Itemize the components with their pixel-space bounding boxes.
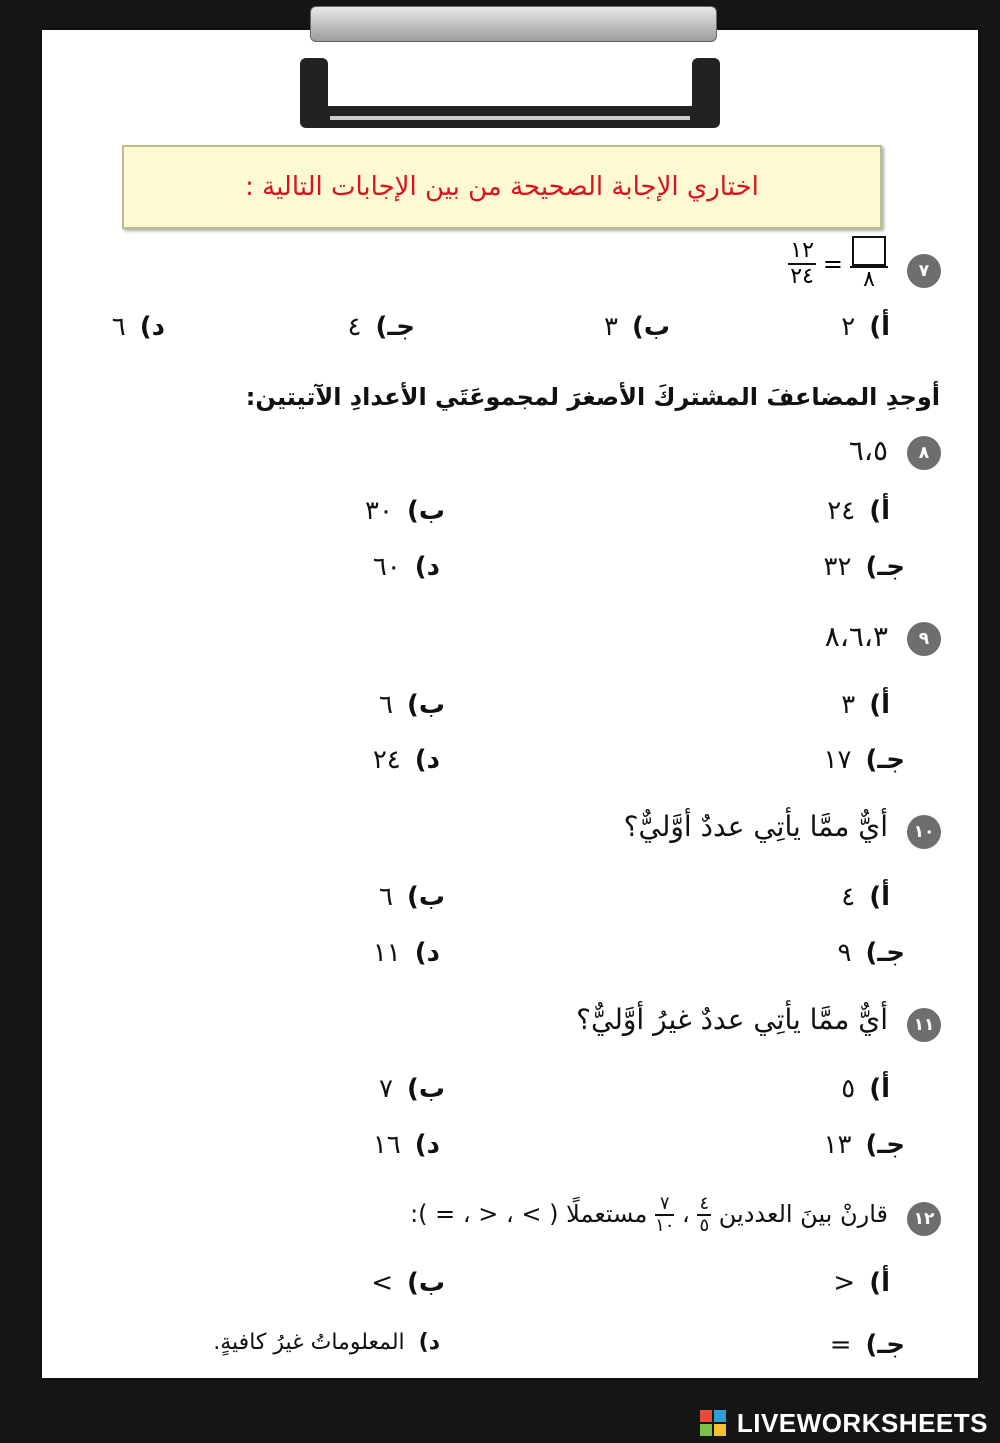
liveworksheets-logo-icon xyxy=(700,1410,726,1436)
question-number-12: ١٢ xyxy=(907,1202,941,1236)
q10-option-b[interactable]: ب)٦ xyxy=(379,882,445,912)
question-number-9: ٩ xyxy=(907,622,941,656)
q7-option-a[interactable]: أ)٢ xyxy=(841,312,890,342)
q12-option-d[interactable]: د)المعلوماتُ غيرُ كافيةٍ. xyxy=(213,1330,440,1355)
q12-option-a[interactable]: أ)< xyxy=(833,1268,890,1298)
fraction-left: ٨ xyxy=(850,236,888,292)
q7-option-c[interactable]: جـ)٤ xyxy=(347,312,415,342)
fraction-right: $\frac{١٢}{٢٤}$ xyxy=(790,238,814,289)
brand-watermark: LIVEWORKSHEETS xyxy=(736,1408,988,1438)
q11-option-b[interactable]: ب)٧ xyxy=(379,1074,445,1104)
q8-option-b[interactable]: ب)٣٠ xyxy=(365,496,445,526)
question-7-equation: ٨ = $\frac{١٢}{٢٤}$ xyxy=(788,236,888,292)
q8-option-c[interactable]: جـ)٣٢ xyxy=(823,552,905,582)
q7-option-d[interactable]: د)٦ xyxy=(111,312,165,342)
q12-option-c[interactable]: جـ)= xyxy=(829,1330,905,1360)
question-number-8: ٨ xyxy=(907,436,941,470)
worksheet-paper xyxy=(42,30,978,1378)
q11-option-a[interactable]: أ)٥ xyxy=(841,1074,890,1104)
q10-option-c[interactable]: جـ)٩ xyxy=(837,938,905,968)
fraction-7-10: $\frac{٧}{١٠}$ xyxy=(655,1193,675,1236)
clip-top xyxy=(310,6,717,42)
q8-option-d[interactable]: د)٦٠ xyxy=(372,552,440,582)
q11-option-c[interactable]: جـ)١٣ xyxy=(823,1130,905,1160)
section-instruction: أوجدِ المضاعفَ المشتركَ الأصغرَ لمجموعَتَي الأعدادِ الآتيتين: xyxy=(245,383,940,411)
q7-option-b[interactable]: ب)٣ xyxy=(604,312,670,342)
q10-option-a[interactable]: أ)٤ xyxy=(841,882,890,912)
banner-title: اختاري الإجابة الصحيحة من بين الإجابات التالية : xyxy=(245,172,759,202)
question-10-text: أيٌّ ممَّا يأتِي عددٌ أوَّليٌّ؟ xyxy=(623,810,888,843)
question-number-11: ١١ xyxy=(907,1008,941,1042)
question-12-text: قارنْ بينَ العددين $\frac{٤}{٥}$ ، $\frac{٧}{١٠}$ مستعملًا ( > ، < ، = ): xyxy=(410,1193,888,1236)
instruction-banner xyxy=(122,145,882,229)
fraction-4-5: $\frac{٤}{٥}$ xyxy=(699,1193,710,1236)
question-9-text: ٨،٦،٣ xyxy=(824,620,888,653)
blank-box[interactable] xyxy=(852,236,886,266)
question-8-text: ٦،٥ xyxy=(848,434,888,467)
q9-option-b[interactable]: ب)٦ xyxy=(379,690,445,720)
q11-option-d[interactable]: د)١٦ xyxy=(372,1130,440,1160)
q8-option-a[interactable]: أ)٢٤ xyxy=(827,496,890,526)
q9-option-c[interactable]: جـ)١٧ xyxy=(823,745,905,775)
question-number-10: ١٠ xyxy=(907,815,941,849)
question-number-7: ٧ xyxy=(907,254,941,288)
question-11-text: أيٌّ ممَّا يأتِي عددٌ غيرُ أوَّليٌّ؟ xyxy=(576,1003,888,1036)
q9-option-d[interactable]: د)٢٤ xyxy=(372,745,440,775)
q9-option-a[interactable]: أ)٣ xyxy=(841,690,890,720)
clip-wire xyxy=(300,48,720,128)
q12-option-b[interactable]: ب)> xyxy=(371,1268,445,1298)
q10-option-d[interactable]: د)١١ xyxy=(372,938,440,968)
